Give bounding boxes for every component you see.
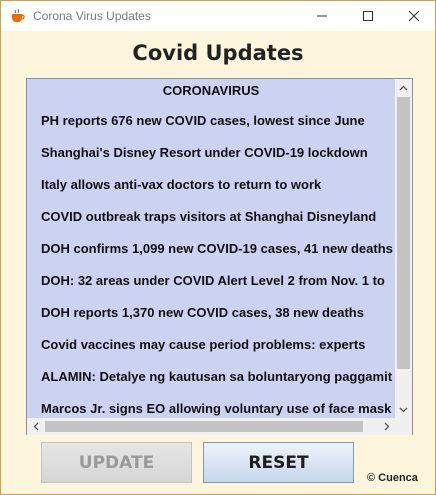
- list-item[interactable]: DOH: 32 areas under COVID Alert Level 2 from Nov. 1 to: [41, 273, 385, 288]
- news-list-panel: [26, 78, 413, 435]
- chevron-left-icon: [33, 422, 39, 431]
- list-item[interactable]: PH reports 676 new COVID cases, lowest since June: [41, 113, 365, 128]
- window-title: Corona Virus Updates: [33, 9, 151, 23]
- scroll-up-button[interactable]: [395, 79, 412, 96]
- close-button[interactable]: [391, 1, 436, 31]
- list-item[interactable]: DOH confirms 1,099 new COVID-19 cases, 41 new deaths: [41, 241, 393, 256]
- copyright-label: © Cuenca: [367, 472, 418, 484]
- scroll-corner: [395, 418, 412, 435]
- content-pane: [1, 31, 435, 494]
- scroll-left-button[interactable]: [27, 418, 44, 435]
- horizontal-scrollbar[interactable]: [27, 418, 395, 435]
- news-items: [41, 112, 395, 418]
- scroll-right-button[interactable]: [378, 418, 395, 435]
- list-item[interactable]: Covid vaccines may cause period problems: experts: [41, 337, 366, 352]
- horizontal-scroll-thumb[interactable]: [45, 421, 363, 432]
- list-item[interactable]: Shanghai's Disney Resort under COVID-19 lockdown: [41, 145, 368, 160]
- scroll-down-button[interactable]: [395, 401, 412, 418]
- list-item[interactable]: COVID outbreak traps visitors at Shanghai Disneyland: [41, 209, 377, 224]
- update-button[interactable]: UPDATE: [41, 442, 192, 483]
- vertical-scroll-thumb[interactable]: [397, 97, 410, 369]
- chevron-right-icon: [384, 422, 390, 431]
- list-header: CORONAVIRUS: [162, 83, 260, 98]
- reset-button[interactable]: RESET: [203, 442, 354, 483]
- chevron-up-icon: [399, 85, 408, 91]
- list-item[interactable]: DOH reports 1,370 new COVID cases, 38 new deaths: [41, 305, 364, 320]
- minimize-button[interactable]: [299, 1, 345, 31]
- page-title: Covid Updates: [132, 41, 304, 65]
- close-icon: [408, 10, 420, 22]
- news-list[interactable]: [27, 79, 395, 418]
- list-item[interactable]: Italy allows anti-vax doctors to return to work: [41, 177, 322, 192]
- list-item[interactable]: Marcos Jr. signs EO allowing voluntary use of face mask: [41, 401, 392, 416]
- title-bar[interactable]: [1, 1, 435, 31]
- java-cup-icon: [10, 9, 26, 23]
- list-item[interactable]: ALAMIN: Detalye ng kautusan sa boluntaryong paggamit: [41, 369, 393, 384]
- chevron-down-icon: [399, 407, 408, 413]
- maximize-button[interactable]: [345, 1, 391, 31]
- maximize-icon: [362, 10, 374, 22]
- minimize-icon: [316, 10, 328, 22]
- vertical-scrollbar[interactable]: [395, 79, 412, 418]
